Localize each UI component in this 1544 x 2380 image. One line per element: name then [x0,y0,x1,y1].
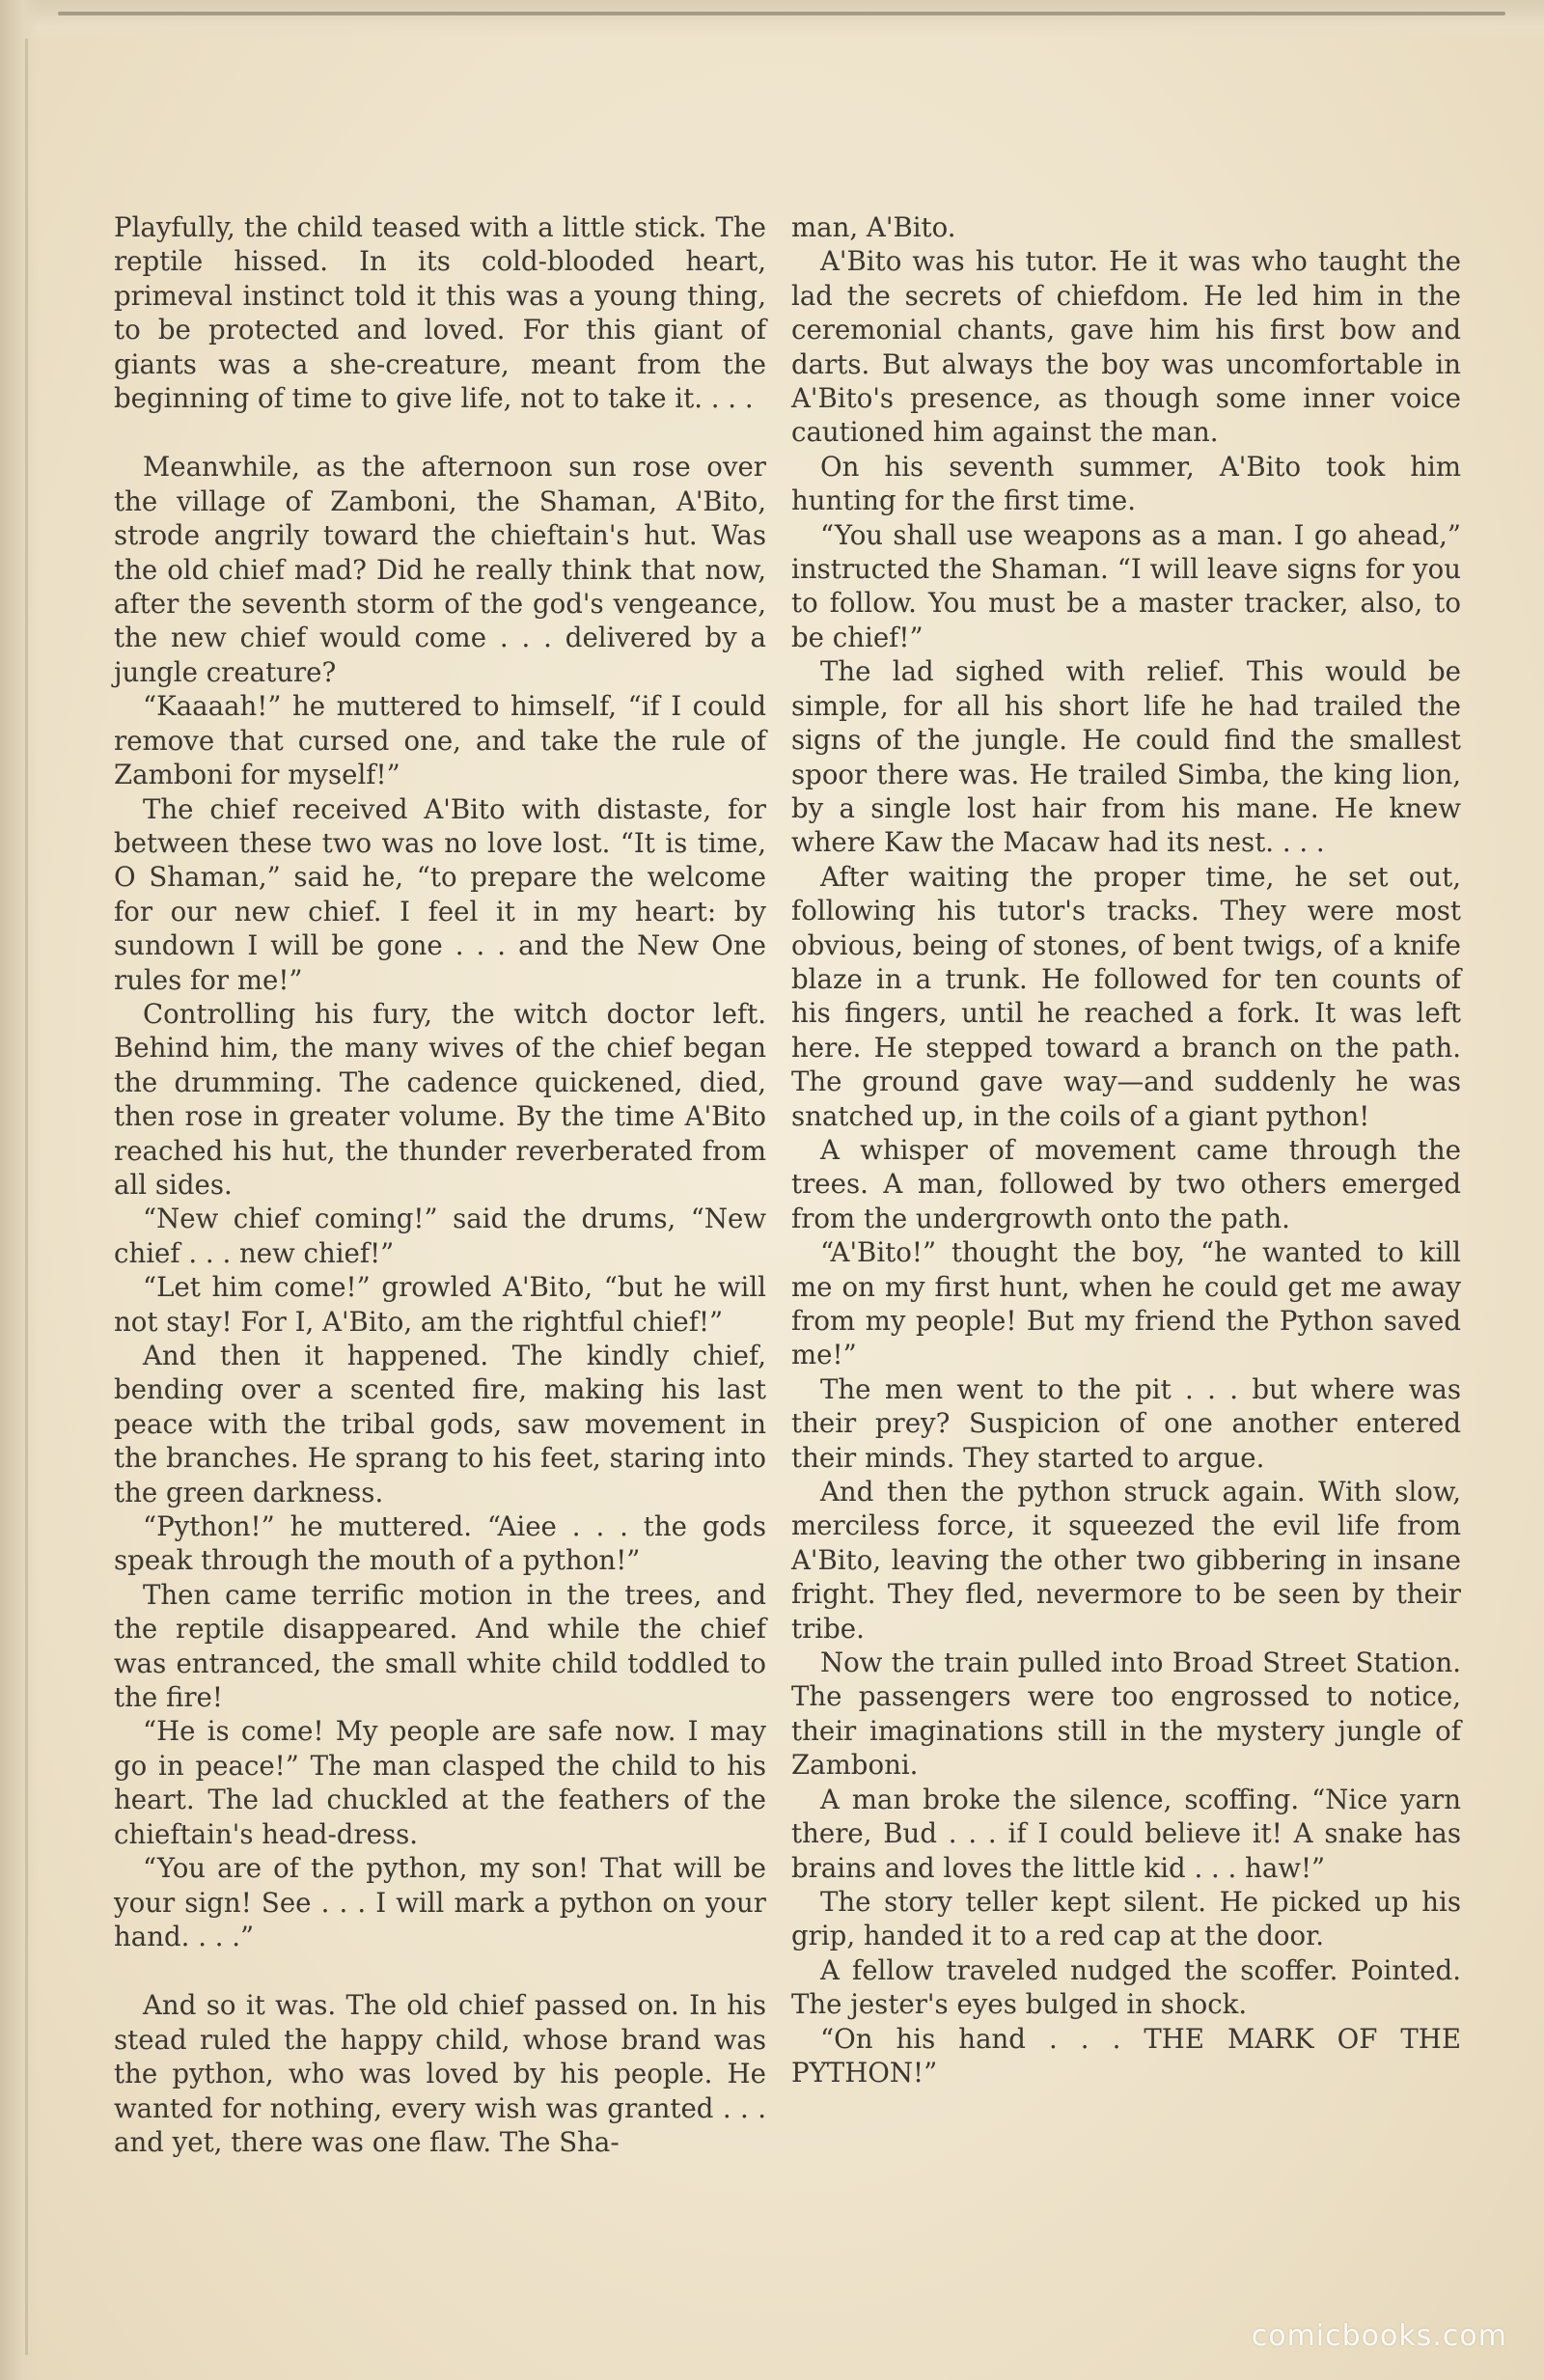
page-binding-edge [0,0,39,2380]
paragraph: Playfully, the child teased with a little stick. The reptile hissed. In its cold-blooded heart, primeval instinct told it this was a young thing, to be protected and loved. For this giant of giants was a she-creature, meant from the beginning of time to give life, not to take it. . . . [114,211,766,415]
paragraph: A'Bito was his tutor. He it was who taught the lad the secrets of chiefdom. He led him in the ceremonial chants, gave him his first bow and darts. But always the boy was uncomfortable in A'Bito's presence, as though some inner voice cautioned him against the man. [791,245,1461,449]
paragraph: “On his hand . . . THE MARK OF THE PYTHON!” [791,2022,1461,2089]
paragraph: “Let him come!” growled A'Bito, “but he will not stay! For I, A'Bito, am the rightful chief!” [114,1271,766,1338]
paragraph: The story teller kept silent. He picked up his grip, handed it to a red cap at the door. [791,1885,1461,1952]
paragraph: The chief received A'Bito with distaste, for between these two was no love lost. “It is time, O Shaman,” said he, “to prepare the welcome for our new chief. I feel it in my heart: by sundown I will be gone . . . and the New One rules for me!” [114,792,766,996]
paragraph: “You shall use weapons as a man. I go ahead,” instructed the Shaman. “I will leave signs for you to follow. You must be a master tracker, also, to be chief!” [791,518,1461,653]
text-column-left [114,210,766,2159]
paragraph: A man broke the silence, scoffing. “Nice yarn there, Bud . . . if I could believe it! A snake has brains and loves the little kid . . . haw!” [791,1783,1461,1884]
paragraph: “A'Bito!” thought the boy, “he wanted to kill me on my first hunt, when he could get me away from my people! But my friend the Python saved me!” [791,1236,1461,1371]
paragraph: On his seventh summer, A'Bito took him hunting for the first time. [791,450,1461,517]
paragraph: And then it happened. The kindly chief, bending over a scented fire, making his last peace with the tribal gods, saw movement in the branches. He sprang to his feet, staring into the green darkness. [114,1340,766,1508]
paragraph: “Kaaaah!” he muttered to himself, “if I could remove that cursed one, and take the rule of Zamboni for myself!” [114,690,766,791]
page-top-crease [58,12,1505,15]
paragraph: After waiting the proper time, he set out, following his tutor's tracks. They were most obvious, being of stones, of bent twigs, of a knife blaze in a trunk. He followed for ten counts of his fingers, until he reached a fork. It was left here. He stepped toward a branch on the path. The ground gave way—and suddenly he was snatched up, in the coils of a giant python! [791,860,1461,1132]
paragraph: A fellow traveled nudged the scoffer. Pointed. The jester's eyes bulged in shock. [791,1953,1461,2021]
paragraph: “Python!” he muttered. “Aiee . . . the gods speak through the mouth of a python!” [114,1510,766,1577]
paragraph: The lad sighed with relief. This would be simple, for all his short life he had trailed the signs of the jungle. He could find the smallest spoor there was. He trailed Simba, the king lion, by a single lost hair from his mane. He knew where Kaw the Macaw had its nest. . . . [791,655,1461,859]
paragraph: The men went to the pit . . . but where was their prey? Suspicion of one another entered their minds. They started to argue. [791,1372,1461,1474]
paragraph: And so it was. The old chief passed on. In his stead ruled the happy child, whose brand was the python, who was loved by his people. He wanted for nothing, every wish was granted . . . and yet, there was one flaw. The Sha- [114,1989,766,2158]
paragraph: “New chief coming!” said the drums, “New chief . . . new chief!” [114,1203,766,1269]
page-binding-fold [25,39,28,2355]
paragraph: Then came terrific motion in the trees, and the reptile disappeared. And while the chief was entranced, the small white child toddled to the fire! [114,1578,766,1714]
paragraph: Meanwhile, as the afternoon sun rose over the village of Zamboni, the Shaman, A'Bito, strode angrily toward the chieftain's hut. Was the old chief mad? Did he really think that now, after the seventh storm of the god's vengeance, the new chief would come . . . delivered by a jungle creature? [114,451,766,688]
paragraph: man, A'Bito. [791,211,956,243]
paragraph: Controlling his fury, the witch doctor left. Behind him, the many wives of the chief began the drumming. The cadence quickened, died, then rose in greater volume. By the time A'Bito reached his hut, the thunder reverberated from all sides. [114,997,766,1201]
paragraph: “He is come! My people are safe now. I may go in peace!” The man clasped the child to his heart. The lad chuckled at the feathers of the chieftain's head-dress. [114,1715,766,1850]
page-top-edge [0,0,1544,39]
watermark: comicbooks.com [1251,2319,1507,2353]
paragraph: A whisper of movement came through the trees. A man, followed by two others emerged from the undergrowth onto the path. [791,1133,1461,1234]
paragraph: And then the python struck again. With slow, merciless force, it squeezed the evil life from A'Bito, leaving the other two gibbering in insane fright. They fled, nevermore to be seen by their tribe. [791,1476,1461,1645]
text-column-right [791,210,1461,2089]
paragraph: “You are of the python, my son! That will be your sign! See . . . I will mark a python on your hand. . . .” [114,1852,766,1952]
paragraph: Now the train pulled into Broad Street Station. The passengers were too engrossed to notice, their imaginations still in the mystery jungle of Zamboni. [791,1647,1461,1782]
